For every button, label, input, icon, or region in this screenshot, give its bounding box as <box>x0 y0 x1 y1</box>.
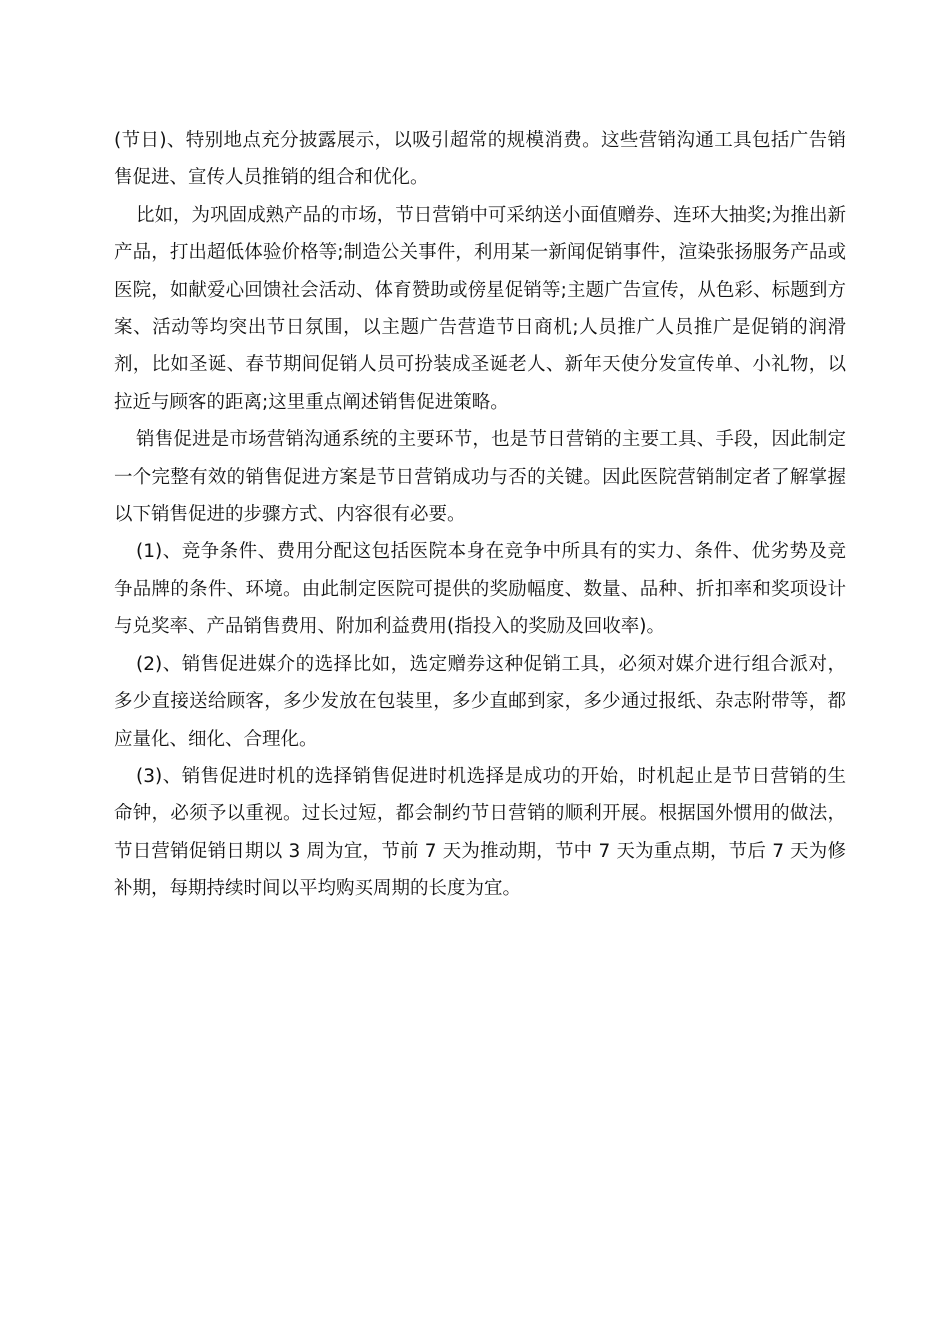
paragraph-3: 销售促进是市场营销沟通系统的主要环节，也是节日营销的主要工具、手段，因此制定一个完整有效的销售促进方案是节日营销成功与否的关键。因此医院营销制定者了解掌握以下销售促进的步骤方式、内容很有必要。 <box>114 429 846 526</box>
paragraph-2: 比如，为巩固成熟产品的市场，节日营销中可采纳送小面值赠券、连环大抽奖;为推出新产品，打出超低体验价格等;制造公关事件，利用某一新闻促销事件，渲染张扬服务产品或医院，如献爱心回馈社会活动、体育赞助或傍星促销等;主题广告宣传，从色彩、标题到方案、活动等均突出节日氛围，以主题广告营造节日商机;人员推广人员推广是促销的润滑剂，比如圣诞、春节期间促销人员可扮装成圣诞老人、新年天使分发宣传单、小礼物，以拉近与顾客的距离;这里重点阐述销售促进策略。 <box>114 204 846 413</box>
paragraph-5: (2)、销售促进媒介的选择比如，选定赠券这种促销工具，必须对媒介进行组合派对，多少直接送给顾客，多少发放在包装里，多少直邮到家，多少通过报纸、杂志附带等，都应量化、细化、合理化。 <box>114 653 846 750</box>
paragraph-1: (节日)、特别地点充分披露展示，以吸引超常的规模消费。这些营销沟通工具包括广告销售促进、宣传人员推销的组合和优化。 <box>114 130 846 189</box>
document-body <box>114 122 846 908</box>
paragraph-4: (1)、竞争条件、费用分配这包括医院本身在竞争中所具有的实力、条件、优劣势及竞争品牌的条件、环境。由此制定医院可提供的奖励幅度、数量、品种、折扣率和奖项设计与兑奖率、产品销售费用、附加利益费用(指投入的奖励及回收率)。 <box>114 541 846 638</box>
paragraph-6: (3)、销售促进时机的选择销售促进时机选择是成功的开始，时机起止是节日营销的生命钟，必须予以重视。过长过短，都会制约节日营销的顺利开展。根据国外惯用的做法，节日营销促销日期以 3 周为宜，节前 7 天为推动期，节中 7 天为重点期，节后 7 天为修补期，每期持续时间以平均购买周期的长度为宜。 <box>114 765 846 900</box>
